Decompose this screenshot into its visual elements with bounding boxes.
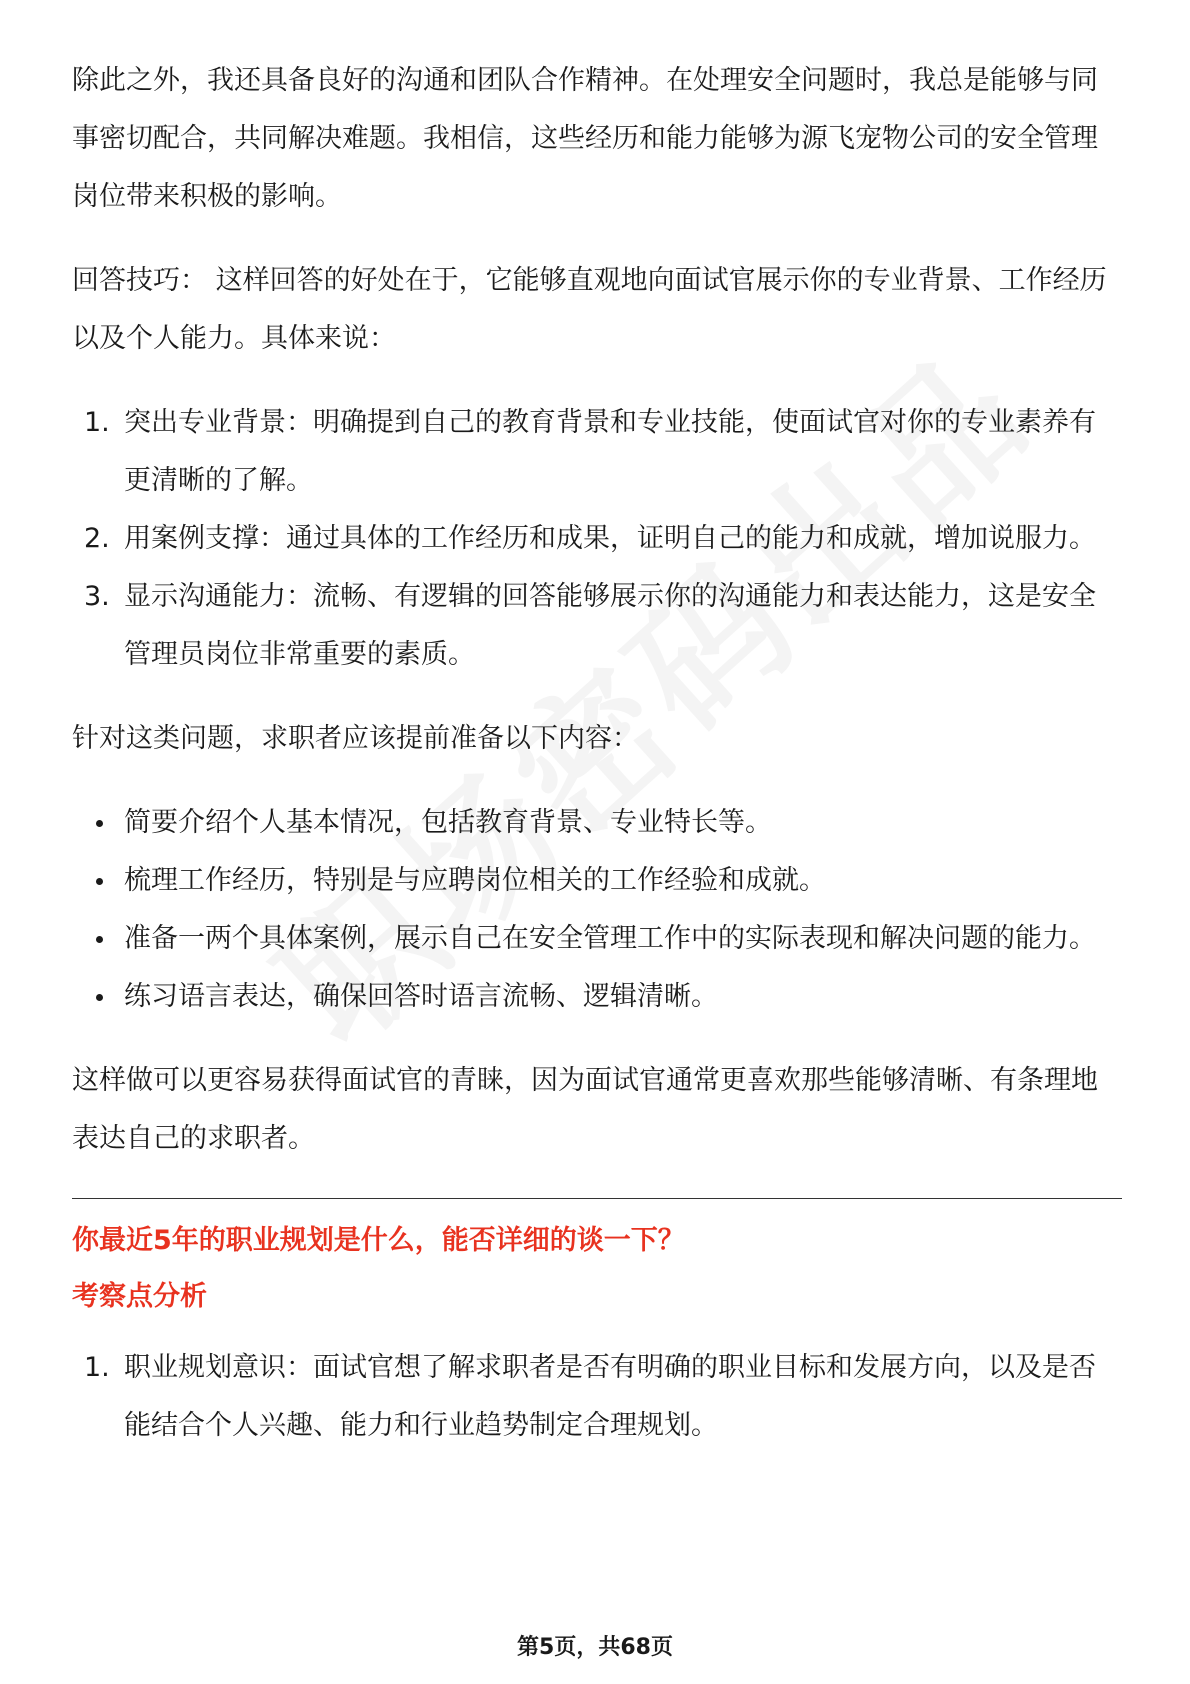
intro-paragraph: 除此之外，我还具备良好的沟通和团队合作精神。在处理安全问题时，我总是能够与同事密切配合，共同解决难题。我相信，这些经历和能力能够为源飞宠物公司的安全管理岗位带来积极的影响。 (72, 65, 1098, 212)
bullet-icon (96, 820, 103, 827)
list-item-text: 显示沟通能力：流畅、有逻辑的回答能够展示你的沟通能力和表达能力，这是安全管理员岗位非常重要的素质。 (124, 581, 1096, 670)
bullet-icon (96, 936, 103, 943)
analysis-heading: 考察点分析 (72, 1281, 207, 1312)
list-item (72, 394, 1122, 510)
list-item-text: 用案例支撑：通过具体的工作经历和成果，证明自己的能力和成就，增加说服力。 (124, 523, 1096, 554)
list-number: 1. (84, 1352, 110, 1383)
closing-paragraph: 这样做可以更容易获得面试官的青睐，因为面试官通常更喜欢那些能够清晰、有条理地表达自己的求职者。 (72, 1065, 1098, 1154)
question-heading: 你最近5年的职业规划是什么，能否详细的谈一下？ (72, 1225, 685, 1256)
prepare-list (72, 794, 1122, 1026)
list-item (72, 852, 1122, 910)
list-number: 1. (84, 407, 110, 438)
list-number: 2. (84, 523, 110, 554)
list-item-text: 简要介绍个人基本情况，包括教育背景、专业特长等。 (124, 807, 772, 838)
tips-paragraph: 回答技巧： 这样回答的好处在于，它能够直观地向面试官展示你的专业背景、工作经历以及个人能力。具体来说： (72, 265, 1107, 354)
page-footer: 第5页，共68页 (517, 1635, 673, 1660)
list-item (72, 1339, 1122, 1455)
list-item (72, 510, 1122, 568)
tips-list (72, 394, 1122, 684)
page-content (72, 52, 1122, 1455)
list-item (72, 968, 1122, 1026)
list-item-text: 练习语言表达，确保回答时语言流畅、逻辑清晰。 (124, 981, 718, 1012)
list-item-text: 职业规划意识：面试官想了解求职者是否有明确的职业目标和发展方向，以及是否能结合个人兴趣、能力和行业趋势制定合理规划。 (124, 1352, 1096, 1441)
list-item-text: 突出专业背景：明确提到自己的教育背景和专业技能，使面试官对你的专业素养有更清晰的了解。 (124, 407, 1096, 496)
list-item-text: 梳理工作经历，特别是与应聘岗位相关的工作经验和成就。 (124, 865, 826, 896)
list-item-text: 准备一两个具体案例，展示自己在安全管理工作中的实际表现和解决问题的能力。 (124, 923, 1096, 954)
section-divider (72, 1198, 1122, 1199)
analysis-list (72, 1339, 1122, 1455)
list-item (72, 794, 1122, 852)
list-item (72, 568, 1122, 684)
bullet-icon (96, 878, 103, 885)
prepare-paragraph: 针对这类问题，求职者应该提前准备以下内容： (72, 723, 639, 754)
list-number: 3. (84, 581, 110, 612)
list-item (72, 910, 1122, 968)
bullet-icon (96, 994, 103, 1001)
